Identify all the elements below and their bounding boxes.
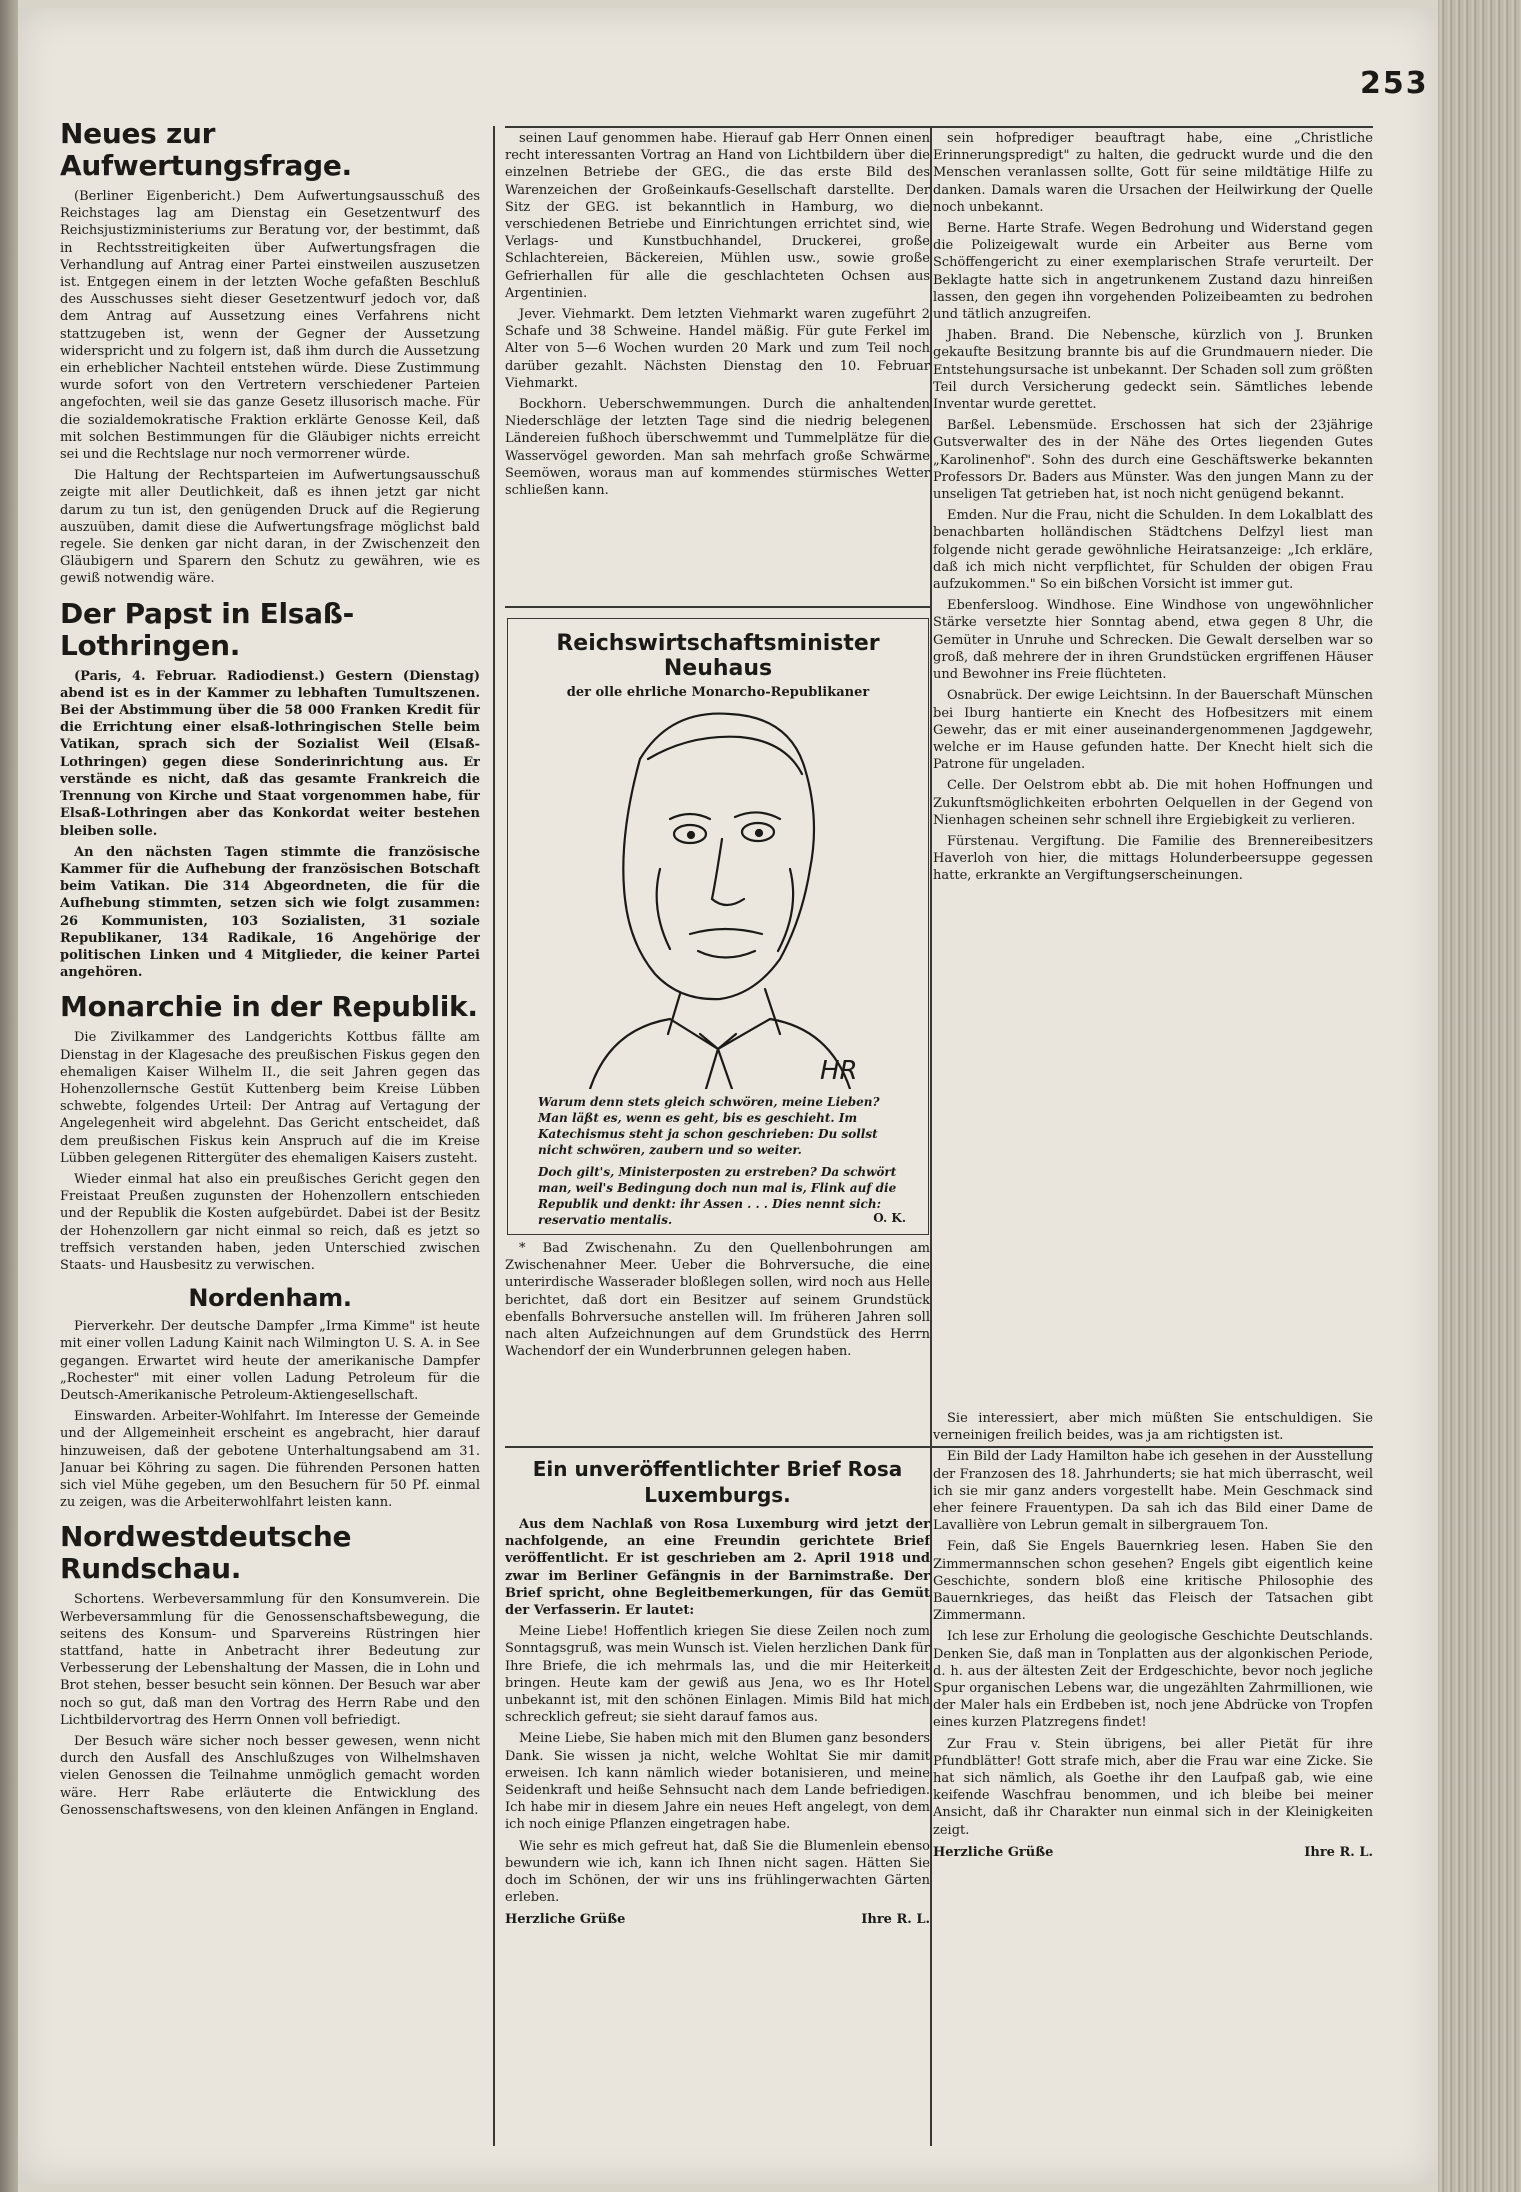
column-rule-1 <box>493 126 495 2146</box>
article-paragraph: Pierverkehr. Der deutsche Dampfer „Irma Kimme" ist heute mit einer vollen Ladung Kainit nach Wilmington U. S. A. in See gegangen. Erwartet wird heute der amerikanische Dampfer „Rochester" mit einer vollen Ladung Petroleum für die Deutsch-Amerikanische Petroleum-Aktiengesellschaft. <box>60 1319 480 1403</box>
article-paragraph: Der Besuch wäre sicher noch besser gewesen, wenn nicht durch den Ausfall des Anschlußzuges von Wilhelmshaven vielen Genossen die Teilnahme unmöglich gemacht worden wäre. Herr Rabe erläuterte die Entwicklung des Genossenschaftswesens, von den kleinen Anfängen in England. <box>60 1734 480 1818</box>
article-paragraph: An den nächsten Tagen stimmte die französische Kammer für die Aufhebung der französischen Botschaft beim Vatikan. Die 314 Abgeordneten, die für die Aufhebung stimmten, setzen sich wie folgt zusammen: 26 Kommunisten, 103 Sozialisten, 31 soziale Republikaner, 134 Radikale, 16 Angehörige der politischen Linken und 4 Mitglieder, die keiner Partei angehören. <box>60 844 480 981</box>
verse-signature: O. K. <box>873 1211 906 1225</box>
letter-intro: Aus dem Nachlaß von Rosa Luxemburg wird jetzt der nachfolgende, an eine Freundin gerichtete Brief veröffentlicht. Er ist geschrieben am 2. April 1918 und zwar im Berliner Gefängnis in der Barnimstraße. Der Brief spricht, ohne Begleitbemerkungen, für das Gemüt der Verfasserin. Er lautet: <box>505 1517 930 1619</box>
column-right-top <box>933 130 1373 1405</box>
cartoon-box <box>507 618 929 1235</box>
letter-paragraph: Ich lese zur Erholung die geologische Geschichte Deutschlands. Denken Sie, daß man in Tonplatten aus der algonkischen Periode, d. h. aus der ältesten Zeit der Erdgeschichte, bevor noch jegliche Spur organischen Lebens war, die ungezählten Zahrmillionen, wie der Maler hals ein Erdbeben ist, noch jene Abdrücke von Tropfen eines kurzen Platzregens findet! <box>933 1629 1373 1731</box>
article-paragraph: Barßel. Lebensmüde. Erschossen hat sich der 23jährige Gutsverwalter des in der Nähe des Ortes liegenden Gutes „Karolinenhof". Sohn des durch eine Geschäftswerke bekannten Professors Dr. Baders aus Münster. Was den jungen Mann zu der unseligen Tat getrieben hat, ist noch nicht genügend bekannt. <box>933 418 1373 503</box>
letter-column-left <box>505 1450 930 2145</box>
article-paragraph: Die Haltung der Rechtsparteien im Aufwertungsausschuß zeigte mit aller Deutlichkeit, daß es ihnen jetzt gar nicht darum zu tun ist, den genügenden Druck auf die Regierung auszuüben, damit diese die Aufwertungsfrage möglichst bald regele. Sie denken gar nicht daran, in der Zwischenzeit den Gläubigern und Sparern den Schutz zu gewähren, wie es gewiß notwendig wäre. <box>60 468 480 587</box>
letter-column-right <box>933 1410 1373 2145</box>
article-paragraph: seinen Lauf genommen habe. Hierauf gab Herr Onnen einen recht interessanten Vortrag an Hand von Lichtbildern über die einzelnen Betriebe der GEG., die das erste Bild des Warenzeichen der Großeinkaufs-Gesellschaft darstellte. Der Sitz der GEG. ist bekanntlich in Hamburg, wo die verschiedenen Betriebe und Einrichtungen errichtet sind, wie Verlags- und Kunstbuchhandel, Druckerei, große Schlachtereien, Bäckereien, Mühlen usw., sowie große Gefrierhallen für alle die geschlachteten Ochsen aus Argentinien. <box>505 131 930 301</box>
article-paragraph: Celle. Der Oelstrom ebbt ab. Die mit hohen Hoffnungen und Zukunftsmöglichkeiten erbohrten Oelquellen in der Gegend von Nienhagen scheinen sehr schnell ihre Ergiebigkeit zu verlieren. <box>933 778 1373 828</box>
caricature-drawing <box>530 689 906 1089</box>
article-paragraph: Jever. Viehmarkt. Dem letzten Viehmarkt waren zugeführt 2 Schafe und 38 Schweine. Handel mäßig. Für gute Ferkel im Alter von 5—6 Wochen wurden 20 Mark und zum Teil noch darüber gezahlt. Nächsten Dienstag den 10. Februar Viehmarkt. <box>505 307 930 391</box>
letter-closing: Herzliche Grüße <box>933 1844 1054 1860</box>
letter-footer-left-col <box>505 1912 930 1927</box>
article-paragraph: (Berliner Eigenbericht.) Dem Aufwertungsausschuß des Reichstages lag am Dienstag ein Gesetzentwurf des Reichsjustizministeriums zur Beratung vor, der bestimmt, daß in Rechtsstreitigkeiten über Aufwertungsfragen die Verhandlung auf Antrag einer Partei einstweilen auszusetzen ist. Entgegen einem in der letzten Woche gefaßten Beschluß des Ausschusses sieht dieser Gesetzentwurf jedoch vor, daß dem Antrag auf Aussetzung eines Verfahrens nicht stattzugeben ist, wenn der Gegner der Aussetzung widerspricht und zu folgern ist, daß ihm durch die Aussetzung ein erheblicher Nachteil entstehen würde. Diese Zustimmung wurde sofort von den Vertretern verschiedener Parteien angefochten, weil sie das ganze Gesetz illusorisch mache. Für die sozialdemokratische Fraktion erklärte Genosse Keil, daß mit solchen Bestimmungen für die Gläubiger nichts erreicht sei und die Rechtslage nur noch vermorrener würde. <box>60 189 480 463</box>
letter-signoff: Ihre R. L. <box>1304 1844 1373 1860</box>
article-paragraph: Jhaben. Brand. Die Nebensche, kürzlich von J. Brunken gekaufte Besitzung brannte bis auf die Grundmauern nieder. Die Entstehungsursache ist unbekannt. Der Schaden soll zum größten Teil durch Versicherung gedeckt sein. Sämtliches lebende Inventar wurde gerettet. <box>933 328 1373 413</box>
letter-paragraph: Fein, daß Sie Engels Bauernkrieg lesen. Haben Sie den Zimmermannschen schon gesehen? Engels gibt eigentlich keine Geschichte, sondern bloß eine kritische Philosophie des Bauernkrieges, das heißt das Fleisch der Tatsachen gibt Zimmermann. <box>933 1539 1373 1624</box>
section-rule-cartoon-top <box>505 606 930 608</box>
binding-shadow <box>0 0 18 2192</box>
artist-mark: HR <box>820 1056 858 1086</box>
article-paragraph: * Bad Zwischenahn. Zu den Quellenbohrungen am Zwischenahner Meer. Ueber die Bohrversuche, die eine unterirdische Wasserader bloßlegen sollen, wird noch aus Helle berichtet, daß dort ein Besitzer auf seinem Grundstück ebenfalls Bohrversuche anstellen will. Im früheren Jahren soll nach alten Aufzeichnungen auf dem Grundstück des Herrn Wachendorf der ein Wunderbrunnen gelegen haben. <box>505 1241 930 1360</box>
verse-stanza: Warum denn stets gleich schwören, meine Lieben? Man läßt es, wenn es geht, bis es geschieht. Im Katechismus steht ja schon geschrieben: Du sollst nicht schwören, zaubern und so weiter. <box>538 1095 880 1157</box>
article-title-aufwertung: Neues zur Aufwertungsfrage. <box>60 117 352 182</box>
article-paragraph: Einswarden. Arbeiter-Wohlfahrt. Im Interesse der Gemeinde und der Allgemeinheit erscheint es angebracht, hier darauf hinzuweisen, daß der gebotene Unterhaltungsabend am 31. Januar bei Köhring zu sagen. Die führenden Personen hatten sich viel Mühe gegeben, um den Besuchern für 50 Pf. einmal zu zeigen, was die Arbeiterwohlfahrt leisten kann. <box>60 1409 480 1511</box>
letter-paragraph: Meine Liebe, Sie haben mich mit den Blumen ganz besonders Dank. Sie wissen ja nicht, welche Wohltat Sie mir damit erweisen. Ich kann nämlich wieder botanisieren, und meine Seidenkraft und heiße Sehnsucht nach dem Lande befriedigen. Ich habe mir in diesem Jahre ein neues Heft angelegt, von dem ich noch einige Pflanzen eingetragen habe. <box>505 1731 930 1833</box>
article-title-rundschau: Nordwestdeutsche Rundschau. <box>60 1520 352 1586</box>
letter-paragraph: Wie sehr es mich gefreut hat, daß Sie die Blumenlein ebenso bewundern wie ich, kann ich Ihnen nicht sagen. Hätten Sie doch im Schönen, der wir uns ins frühlingerwachten Gärten erleben. <box>505 1838 930 1906</box>
cartoon-subtitle: der olle ehrliche Monarcho-Republikaner <box>566 685 870 700</box>
column-left <box>60 108 480 2143</box>
article-paragraph: Fürstenau. Vergiftung. Die Familie des Brennereibesitzers Haverloh von hier, die mittags Holunderbeersuppe gegessen hatte, erkrankte an Vergiftungserscheinungen. <box>933 833 1373 884</box>
page-number: 253 <box>1360 66 1429 101</box>
article-title-monarchie: Monarchie in der Republik. <box>60 990 478 1024</box>
letter-closing: Herzliche Grüße <box>505 1912 626 1928</box>
article-paragraph: Berne. Harte Strafe. Wegen Bedrohung und Widerstand gegen die Polizeigewalt wurde ein Arbeiter aus Berne vom Schöffengericht zu einer exemplarischen Strafe verurteilt. Der Beklagte hatte sich in angetrunkenem Zustand dazu hinreißen lassen, den gegen ihn vorgehenden Polizeibeamten zu bedrohen und tätlich anzugreifen. <box>933 221 1373 323</box>
letter-paragraph: Ein Bild der Lady Hamilton habe ich gesehen in der Ausstellung der Franzosen des 18. Jahrhunderts; sie hat mich überrascht, weil ich sie mir ganz anders vorgestellt habe. Mein Geschmack sind eher feinere Frauentypen. Da sah ich das Bild einer Dame de Lavallière von Lebrun gemalt in silbergrauem Ton. <box>933 1449 1373 1534</box>
column-middle-zwischenahn <box>505 1240 930 1440</box>
letter-paragraph: Meine Liebe! Hoffentlich kriegen Sie diese Zeilen noch zum Sonntagsgruß, was mein Wunsch ist. Vielen herzlichen Dank für Ihre Briefe, die ich mehrmals las, und die mir Heiterkeit bringen. Heute kam der gewiß aus Jena, wo es Ihr Hotel unbekannt ist, mit den schönen Einlagen. Mimis Bild hat mich schrecklich gefreut; sie sieht darauf famos aus. <box>505 1624 930 1726</box>
article-paragraph: Die Zivilkammer des Landgerichts Kottbus fällte am Dienstag in der Klagesache des preußischen Fiskus gegen den ehemaligen Kaiser Wilhelm II., die seit Jahren gegen das Hohenzollernsche Gestüt Kuttenberg beim Kreise Lübben schwebte, folgendes Urteil: Der Antrag auf Vertagung der Angelegenheit wird abgelehnt. Das Gericht entscheidet, daß dem preußischen Fiskus kein Anspruch auf die im Kreise Lübben gelegenen Rittergüter des ehemaligen Kaisers zusteht. <box>60 1030 480 1166</box>
article-paragraph: sein hofprediger beauftragt habe, eine „Christliche Erinnerungspredigt" zu halten, die gedruckt wurde und die den Menschen veranlassen sollte, Gott für seine mildtätige Hilfe zu danken. Damals waren die Ursachen der Heilwirkung der Quelle noch unbekannt. <box>933 131 1373 215</box>
letter-paragraph: Sie interessiert, aber mich müßten Sie entschuldigen. Sie verneinigen freilich beides, was ja am richtigsten ist. <box>933 1411 1373 1444</box>
letter-footer <box>933 1845 1373 1860</box>
cartoon-verse <box>538 1094 908 1234</box>
article-paragraph: Osnabrück. Der ewige Leichtsinn. In der Bauerschaft Münschen bei Iburg hantierte ein Knecht des Hofbesitzers mit einem Gewehr, das er mit einer auseinandergenommenen Jagdgewehr, welche er im Hause gefunden hatte. Der Knecht hielt sich die Patrone für ungeladen. <box>933 688 1373 773</box>
letter-signoff: Ihre R. L. <box>861 1912 930 1928</box>
article-paragraph: Wieder einmal hat also ein preußisches Gericht gegen den Freistaat Preußen zugunsten der Hohenzollern entschieden und der Republik die Kosten aufgebürdet. Dabei ist der Besitz der Hohenzollern gar nicht einmal so reich, daß es jetzt so treffsich verstanden haben, jeden Unterschied zwischen Staats- und Hausbesitz zu verwischen. <box>60 1171 480 1273</box>
letter-paragraph: Zur Frau v. Stein übrigens, bei aller Pietät für ihre Pfundblätter! Gott strafe mich, aber die Frau war eine Zicke. Sie hat sich nämlich, als Goethe ihr den Laufpaß gab, wie eine keifende Waschfrau benommen, und ich bleibe bei meiner Ansicht, daß ihr Charakter nun einmal sich in der Kleinigkeiten zeigt. <box>933 1736 1373 1838</box>
top-rule <box>505 126 1373 128</box>
letter-title: Ein unveröffentlichter Brief Rosa Luxemburgs. <box>532 1457 903 1507</box>
article-paragraph: Bockhorn. Ueberschwemmungen. Durch die anhaltenden Niederschläge der letzten Tage sind die niedrig belegenen Ländereien fußhoch überschwemmt und Tummelplätze für die Wasservögel geworden. Man sah mehrfach große Schwärme Seemöwen, woraus man auf kommendes stürmisches Wetter schließen kann. <box>505 397 930 499</box>
article-paragraph: Schortens. Werbeversammlung für den Konsumverein. Die Werbeversammlung für die Genossenschaftsbewegung, die seitens des Konsum- und Sparvereins Rüstringen hier stattfand, hatte in Anbetracht ihrer Bedeutung zur Verbesserung der Lebenshaltung der Massen, die in Lohn und Brot stehen, besser besucht sein können. Der Besuch war aber noch so gut, daß man den Vortrag des Herrn Rabe und den Lichtbildervortrag des Herrn Onnen voll befriedigt. <box>60 1592 480 1728</box>
article-paragraph: Emden. Nur die Frau, nicht die Schulden. In dem Lokalblatt des benachbarten holländischen Städtchens Delfzyl liest man folgende nicht gerade gewöhnliche Heiratsanzeige: „Ich erkläre, daß ich mich nicht verpflichtet, für Schulden der obigen Frau aufzukommen." So ein bißchen Vorsicht ist immer gut. <box>933 508 1373 593</box>
column-rule-2 <box>930 126 932 2146</box>
cartoon-title: Reichswirtschaftsminister Neuhaus <box>556 631 880 681</box>
article-title-papst: Der Papst in Elsaß-Lothringen. <box>60 596 354 662</box>
column-middle-top <box>505 130 930 600</box>
page-edges <box>1438 0 1521 2192</box>
article-paragraph: (Paris, 4. Februar. Radiodienst.) Gestern (Dienstag) abend ist es in der Kammer zu lebhaften Tumultszenen. Bei der Abstimmung über die 58 000 Franken Kredit für die Errichtung einer elsaß-lothringischen Stelle beim Vatikan, sprach sich der Sozialist Weil (Elsaß-Lothringen) gegen diese Sonderinrichtung aus. Er verstände es nicht, daß das gesamte Frankreich die Trennung von Kirche und Staat vorgenommen habe, für Elsaß-Lothringen aber das Konkordat weiter bestehen bleiben solle. <box>60 668 480 839</box>
verse-stanza: Doch gilt's, Ministerposten zu erstreben? Da schwört man, weil's Bedingung doch nun mal is, Flink auf die Republik und denkt: ihr Assen . . . Dies nennt sich: reservatio mentalis. <box>538 1165 897 1227</box>
article-paragraph: Ebenfersloog. Windhose. Eine Windhose von ungewöhnlicher Stärke versetzte hier Sonntag abend, etwa gegen 8 Uhr, die Gemüter in Unruhe und Schrecken. Die Gewalt derselben war so groß, daß mehrere der in ihren Grundstücken ergriffenen Häuser und Bewohner ins Freie flüchteten. <box>933 598 1373 683</box>
article-title-nordenham: Nordenham. <box>188 1284 352 1313</box>
